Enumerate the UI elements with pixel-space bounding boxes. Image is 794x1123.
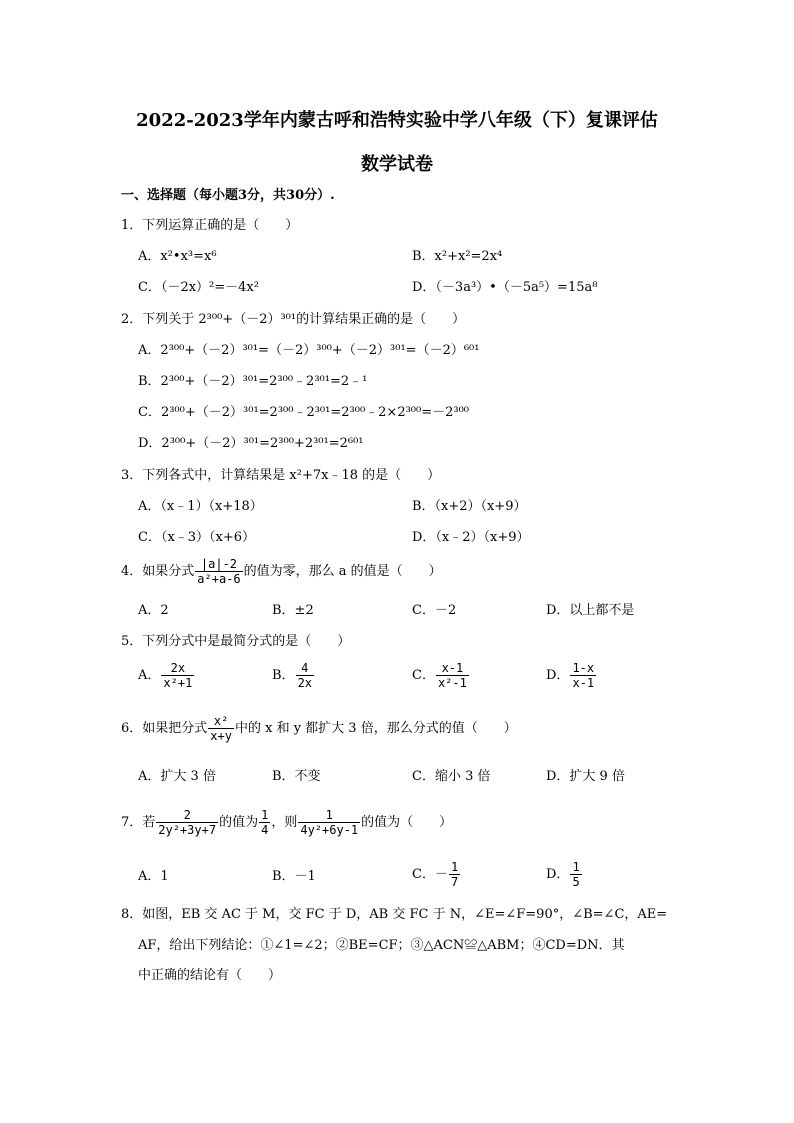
exam-title-line1: 2022-2023学年内蒙古呼和浩特实验中学八年级（下）复课评估 bbox=[136, 110, 658, 131]
q5-option-d bbox=[546, 661, 597, 690]
q7-option-b: B．－1 bbox=[272, 869, 316, 884]
q5-a-label: A． bbox=[138, 668, 161, 683]
q7-d-numerator: 1 bbox=[572, 860, 580, 874]
q7-option-c bbox=[412, 860, 461, 889]
q5-a-denominator: x²+1 bbox=[163, 676, 193, 690]
q5-d-fraction bbox=[570, 661, 596, 690]
q1-option-c: C．（－2x）²=－4x² bbox=[138, 280, 259, 295]
q7-stem-post: 的值为（ ） bbox=[361, 815, 453, 830]
exam-title-line2: 数学试卷 bbox=[361, 154, 433, 175]
q1-option-b: B．x²+x²=2x⁴ bbox=[412, 249, 503, 264]
q7-c-denominator: 7 bbox=[450, 875, 459, 889]
q8-stem-line2: AF，给出下列结论：①∠1=∠2；②BE=CF；③△ACN≌△ABM；④CD=DN．其 bbox=[138, 938, 625, 953]
q6-stem-post: 中的 x 和 y 都扩大 3 倍，那么分式的值（ ） bbox=[234, 721, 517, 736]
q5-d-numerator: 1-x bbox=[572, 661, 595, 675]
q4-denominator: a²+a-6 bbox=[197, 572, 241, 586]
q8-stem-line3: 中正确的结论有（ ） bbox=[138, 968, 282, 983]
q7-c-label: C．－ bbox=[412, 867, 448, 882]
q5-option-b bbox=[272, 661, 315, 690]
q7-option-d bbox=[546, 860, 583, 889]
q5-d-denominator: x-1 bbox=[572, 676, 595, 690]
q4-option-b: B．±2 bbox=[272, 603, 314, 618]
q4-stem bbox=[121, 557, 442, 586]
q7-stem-pre: 7．若 bbox=[121, 815, 156, 830]
q5-a-fraction bbox=[161, 661, 194, 690]
q5-a-numerator: 2x bbox=[161, 661, 194, 676]
q5-c-numerator: x-1 bbox=[436, 661, 469, 676]
q6-option-a: A．扩大 3 倍 bbox=[138, 769, 216, 784]
section-heading: 一、选择题（每小题3分，共30分）. bbox=[121, 188, 335, 203]
q4-option-a: A．2 bbox=[138, 603, 169, 618]
q2-stem: 2．下列关于 2³⁰⁰+（－2）³⁰¹的计算结果正确的是（ ） bbox=[121, 312, 466, 327]
q3-option-b: B．（x+2）（x+9） bbox=[412, 499, 527, 514]
q6-stem bbox=[121, 714, 517, 743]
q2-option-c: C．2³⁰⁰+（－2）³⁰¹=2³⁰⁰﹣2³⁰¹=2³⁰⁰﹣2×2³⁰⁰=－2³⁰⁰ bbox=[138, 405, 470, 420]
q7-c-numerator: 1 bbox=[450, 860, 459, 874]
q7-stem-mid1: 的值为 bbox=[219, 815, 259, 830]
q1-option-a: A．x²•x³=x⁶ bbox=[138, 249, 217, 264]
q5-c-label: C． bbox=[412, 668, 435, 683]
q1-option-d: D．（－3a³）•（－5a⁵）=15a⁸ bbox=[412, 280, 598, 295]
q7-d-denominator: 5 bbox=[572, 875, 580, 889]
q5-b-label: B． bbox=[272, 668, 295, 683]
q5-option-a bbox=[138, 661, 195, 690]
q3-stem: 3．下列各式中，计算结果是 x²+7x﹣18 的是（ ） bbox=[121, 468, 441, 483]
q5-b-denominator: 2x bbox=[297, 676, 313, 690]
q7-d-label: D． bbox=[546, 867, 570, 882]
q2-option-d: D．2³⁰⁰+（－2）³⁰¹=2³⁰⁰+2³⁰¹=2⁶⁰¹ bbox=[138, 436, 364, 451]
q4-fraction bbox=[195, 557, 242, 586]
q7-fraction-3 bbox=[298, 808, 360, 837]
q3-option-d: D．（x﹣2）（x+9） bbox=[412, 530, 530, 545]
q7-c-fraction bbox=[449, 860, 460, 889]
q7-option-a: A．1 bbox=[138, 869, 169, 884]
q5-b-numerator: 4 bbox=[296, 661, 314, 676]
q3-option-c: C．（x﹣3）（x+6） bbox=[138, 530, 256, 545]
q7-fraction-1 bbox=[156, 808, 218, 837]
q7-d-fraction bbox=[570, 860, 581, 889]
q7-fraction-2-denominator: 4 bbox=[261, 823, 269, 837]
q4-stem-pre: 4．如果分式 bbox=[121, 564, 195, 579]
q7-fraction-1-numerator: 2 bbox=[156, 808, 218, 823]
q8-stem-line1: 8．如图，EB 交 AC 于 M，交 FC 于 D，AB 交 FC 于 N，∠E=∠F=90°，∠B=∠C，AE= bbox=[121, 907, 668, 922]
q6-option-b: B．不变 bbox=[272, 769, 321, 784]
q5-stem: 5．下列分式中是最简分式的是（ ） bbox=[121, 634, 351, 649]
q1-stem: 1．下列运算正确的是（ ） bbox=[121, 218, 299, 233]
q7-stem bbox=[121, 808, 452, 837]
q7-fraction-3-denominator: 4y²+6y-1 bbox=[300, 823, 359, 837]
q5-option-c bbox=[412, 661, 470, 690]
q6-option-c: C．缩小 3 倍 bbox=[412, 769, 491, 784]
q7-stem-mid2: ，则 bbox=[271, 815, 298, 830]
q4-numerator: |a|-2 bbox=[195, 557, 242, 572]
q4-option-d: D．以上都不是 bbox=[546, 603, 635, 618]
q4-option-c: C．－2 bbox=[412, 603, 457, 618]
q6-stem-pre: 6．如果把分式 bbox=[121, 721, 208, 736]
q6-option-d: D．扩大 9 倍 bbox=[546, 769, 625, 784]
q7-fraction-1-denominator: 2y²+3y+7 bbox=[158, 823, 217, 837]
q2-option-b: B．2³⁰⁰+（－2）³⁰¹=2³⁰⁰﹣2³⁰¹=2﹣¹ bbox=[138, 374, 368, 389]
q6-numerator: x² bbox=[208, 714, 234, 729]
q5-c-fraction bbox=[436, 661, 469, 690]
q5-b-fraction bbox=[296, 661, 314, 690]
q5-d-label: D． bbox=[546, 668, 570, 683]
q2-option-a: A．2³⁰⁰+（－2）³⁰¹=（－2）³⁰⁰+（－2）³⁰¹=（－2）⁶⁰¹ bbox=[138, 343, 480, 358]
q3-option-a: A．（x﹣1）（x+18） bbox=[138, 499, 263, 514]
q7-fraction-3-numerator: 1 bbox=[298, 808, 360, 823]
q6-denominator: x+y bbox=[210, 729, 232, 743]
q4-stem-post: 的值为零，那么 a 的值是（ ） bbox=[243, 564, 442, 579]
q6-fraction bbox=[208, 714, 234, 743]
q5-c-denominator: x²-1 bbox=[437, 676, 467, 690]
q7-fraction-2 bbox=[259, 808, 270, 837]
q7-fraction-2-numerator: 1 bbox=[261, 808, 269, 822]
